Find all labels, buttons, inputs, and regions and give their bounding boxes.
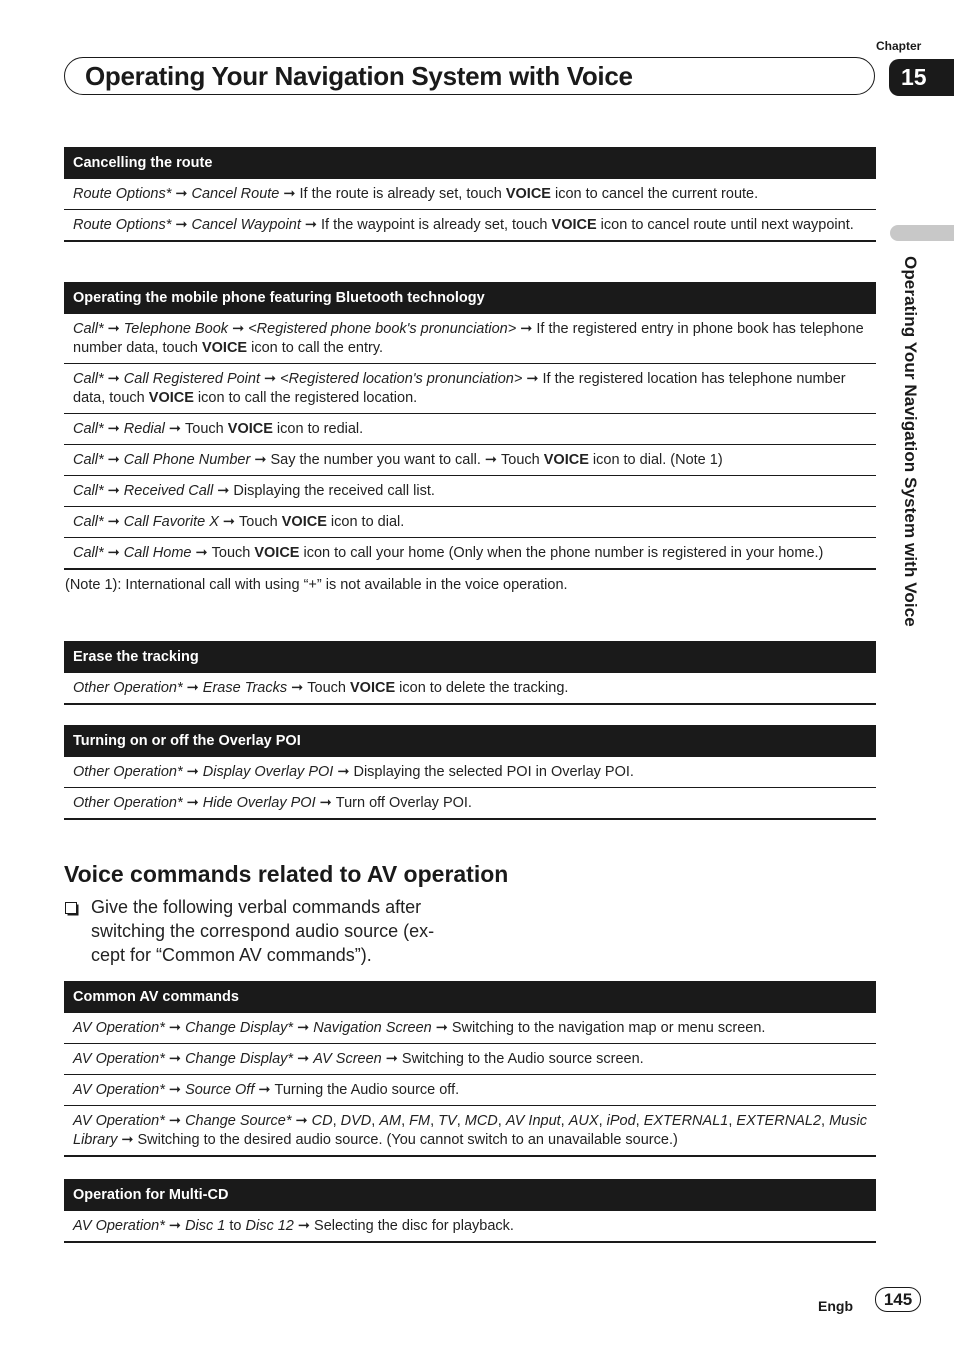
checkbox-bullet-icon — [65, 902, 77, 914]
arrow-icon: ➞ — [217, 483, 230, 499]
arrow-icon: ➞ — [297, 1051, 310, 1067]
command-term: Music Library — [73, 1113, 867, 1148]
command-term: Hide Overlay POI — [202, 795, 316, 811]
command-term: Call* — [73, 545, 104, 561]
arrow-icon: ➞ — [107, 452, 120, 468]
description-text: icon to cancel route until next waypoint. — [596, 217, 854, 233]
description-text: Touch — [501, 452, 544, 468]
description-text: If the waypoint is already set, touch — [321, 217, 552, 233]
description-text: icon to dial. (Note 1) — [588, 452, 723, 468]
voice-keyword: VOICE — [148, 390, 194, 406]
arrow-icon: ➞ — [304, 217, 318, 233]
command-term: Call* — [73, 371, 104, 387]
description-text: Turn off Overlay POI. — [335, 795, 472, 811]
command-term: Cancel Waypoint — [191, 217, 301, 233]
command-term: DVD — [340, 1113, 372, 1129]
command-term: AV Operation* — [73, 1051, 165, 1067]
arrow-icon: ➞ — [297, 1218, 311, 1234]
command-term: Call Phone Number — [123, 452, 251, 468]
command-term: Redial — [123, 421, 165, 437]
arrow-icon: ➞ — [297, 1020, 310, 1036]
command-term: EXTERNAL2 — [736, 1113, 822, 1129]
command-term: Call* — [73, 421, 104, 437]
table-mobile-phone — [64, 282, 876, 593]
arrow-icon: ➞ — [520, 321, 533, 337]
table-common-av — [64, 981, 876, 1157]
arrow-icon: ➞ — [168, 1082, 182, 1098]
table-row — [64, 1075, 876, 1106]
command-term: Other Operation* — [73, 680, 183, 696]
table-row — [64, 179, 876, 210]
description-text: Touch — [239, 514, 282, 530]
side-tab-marker — [890, 225, 954, 241]
arrow-icon: ➞ — [168, 1051, 182, 1067]
description-text: If the route is already set, touch — [299, 186, 506, 202]
chapter-label: Chapter — [876, 39, 922, 53]
arrow-icon: ➞ — [222, 514, 236, 530]
table-row — [64, 757, 876, 788]
command-term: Telephone Book — [123, 321, 229, 337]
description-text: Switching to the desired audio source. (You cannot switch to an unavailable source.) — [137, 1132, 678, 1148]
arrow-icon: ➞ — [254, 452, 267, 468]
arrow-icon: ➞ — [337, 764, 350, 780]
command-term: CD — [311, 1113, 333, 1129]
table-note: (Note 1): International call with using “+” is not available in the voice operation. — [65, 577, 568, 593]
description-text: Touch — [211, 545, 255, 561]
arrow-icon: ➞ — [175, 217, 188, 233]
description-text: icon to cancel the current route. — [550, 186, 759, 202]
description-text: Say the number you want to call. — [270, 452, 481, 468]
command-term: Erase Tracks — [202, 680, 288, 696]
command-term: Call Registered Point — [123, 371, 260, 387]
voice-keyword: VOICE — [551, 217, 597, 233]
bullet-item — [64, 895, 876, 967]
description-text: to — [225, 1218, 246, 1234]
table-row — [64, 1106, 876, 1157]
description-text: icon to delete the tracking. — [395, 680, 569, 696]
command-term: Cancel Route — [191, 186, 280, 202]
table-row — [64, 476, 876, 507]
table-row — [64, 445, 876, 476]
table-header: Common AV commands — [64, 981, 876, 1013]
command-term: Received Call — [123, 483, 214, 499]
description-text: , — [332, 1113, 341, 1129]
table-row — [64, 507, 876, 538]
arrow-icon: ➞ — [385, 1051, 398, 1067]
description-text: Displaying the selected POI in Overlay POI. — [353, 764, 634, 780]
description-text: icon to call the registered location. — [193, 390, 418, 406]
page-title: Operating Your Navigation System with Voice — [64, 57, 875, 95]
command-term: Change Source* — [185, 1113, 292, 1129]
description-text: Touch — [307, 680, 351, 696]
table-body — [64, 179, 876, 242]
arrow-icon: ➞ — [107, 321, 120, 337]
arrow-icon: ➞ — [107, 514, 120, 530]
command-term: Display Overlay POI — [202, 764, 334, 780]
command-term: Call Home — [123, 545, 192, 561]
table-row — [64, 314, 876, 364]
arrow-icon: ➞ — [186, 795, 199, 811]
description-text: If the registered entry in phone book has telephone number data, touch — [73, 321, 864, 356]
command-term: Route Options* — [73, 217, 172, 233]
arrow-icon: ➞ — [107, 545, 120, 561]
table-body — [64, 1013, 876, 1157]
chapter-number-badge: 15 — [889, 59, 954, 96]
description-text: Switching to the Audio source screen. — [401, 1051, 644, 1067]
command-term: AV Operation* — [73, 1218, 165, 1234]
description-text: , — [497, 1113, 506, 1129]
table-body — [64, 673, 876, 705]
table-overlay-poi — [64, 725, 876, 820]
command-term: Change Display* — [185, 1051, 294, 1067]
command-term: Call* — [73, 452, 104, 468]
table-row — [64, 788, 876, 820]
table-row — [64, 210, 876, 242]
side-chapter-title: Operating Your Navigation System with Voice — [901, 256, 920, 627]
table-erase-tracking — [64, 641, 876, 705]
footer-language: Engb — [818, 1298, 853, 1314]
description-text: , — [598, 1113, 607, 1129]
command-term: Navigation Screen — [313, 1020, 432, 1036]
command-term: AV Input — [505, 1113, 561, 1129]
arrow-icon: ➞ — [186, 680, 199, 696]
table-header: Turning on or off the Overlay POI — [64, 725, 876, 757]
command-term: Call Favorite X — [123, 514, 219, 530]
command-term: TV — [438, 1113, 457, 1129]
table-row — [64, 538, 876, 570]
arrow-icon: ➞ — [107, 483, 120, 499]
table-row — [64, 1044, 876, 1075]
command-term: iPod — [606, 1113, 636, 1129]
command-term: Change Display* — [185, 1020, 294, 1036]
voice-keyword: VOICE — [227, 421, 273, 437]
description-text: , — [430, 1113, 439, 1129]
arrow-icon: ➞ — [121, 1132, 134, 1148]
table-header: Erase the tracking — [64, 641, 876, 673]
description-text: , — [401, 1113, 410, 1129]
arrow-icon: ➞ — [168, 1218, 182, 1234]
table-header: Operating the mobile phone featuring Bluetooth technology — [64, 282, 876, 314]
table-body — [64, 1211, 876, 1243]
command-term: Call* — [73, 321, 104, 337]
command-term: Disc 12 — [245, 1218, 294, 1234]
description-text: , — [456, 1113, 465, 1129]
command-term: Other Operation* — [73, 764, 183, 780]
description-text: icon to call your home (Only when the phone number is registered in your home.) — [299, 545, 824, 561]
voice-keyword: VOICE — [505, 186, 551, 202]
arrow-icon: ➞ — [283, 186, 296, 202]
arrow-icon: ➞ — [186, 764, 199, 780]
voice-keyword: VOICE — [254, 545, 300, 561]
command-term: AV Operation* — [73, 1082, 165, 1098]
description-text: , — [728, 1113, 737, 1129]
arrow-icon: ➞ — [319, 795, 332, 811]
description-text: , — [560, 1113, 569, 1129]
description-text: icon to call the entry. — [247, 340, 384, 356]
arrow-icon: ➞ — [195, 545, 208, 561]
arrow-icon: ➞ — [168, 1113, 182, 1129]
description-text: Selecting the disc for playback. — [314, 1218, 514, 1234]
table-body — [64, 757, 876, 820]
command-term: <Registered location's pronunciation> — [280, 371, 523, 387]
arrow-icon: ➞ — [295, 1113, 308, 1129]
voice-keyword: VOICE — [281, 514, 327, 530]
command-term: Route Options* — [73, 186, 172, 202]
av-section — [64, 861, 876, 967]
description-text: Touch — [185, 421, 228, 437]
description-text: icon to redial. — [272, 421, 364, 437]
table-row — [64, 364, 876, 414]
command-term: Other Operation* — [73, 795, 183, 811]
command-term: AM — [379, 1113, 402, 1129]
arrow-icon: ➞ — [168, 1020, 182, 1036]
table-header: Operation for Multi-CD — [64, 1179, 876, 1211]
command-term: MCD — [464, 1113, 498, 1129]
description-text: , — [821, 1113, 830, 1129]
table-header: Cancelling the route — [64, 147, 876, 179]
description-text: Turning the Audio source off. — [274, 1082, 460, 1098]
command-term: AV Screen — [313, 1051, 382, 1067]
command-term: Disc 1 — [185, 1218, 226, 1234]
table-row — [64, 1013, 876, 1044]
arrow-icon: ➞ — [291, 680, 304, 696]
command-term: <Registered phone book's pronunciation> — [248, 321, 517, 337]
table-row — [64, 1211, 876, 1243]
command-term: AUX — [568, 1113, 599, 1129]
command-term: Source Off — [185, 1082, 255, 1098]
table-row — [64, 673, 876, 705]
arrow-icon: ➞ — [435, 1020, 448, 1036]
command-term: FM — [409, 1113, 431, 1129]
arrow-icon: ➞ — [107, 371, 120, 387]
command-term: Call* — [73, 514, 104, 530]
table-body — [64, 314, 876, 570]
arrow-icon: ➞ — [484, 452, 498, 468]
arrow-icon: ➞ — [232, 321, 245, 337]
table-multi-cd — [64, 1179, 876, 1243]
arrow-icon: ➞ — [258, 1082, 271, 1098]
arrow-icon: ➞ — [168, 421, 182, 437]
voice-keyword: VOICE — [350, 680, 396, 696]
command-term: EXTERNAL1 — [643, 1113, 729, 1129]
arrow-icon: ➞ — [526, 371, 539, 387]
table-cancelling-route — [64, 147, 876, 242]
description-text: If the registered location has telephone number data, touch — [73, 371, 846, 406]
command-term: AV Operation* — [73, 1113, 165, 1129]
description-text: , — [635, 1113, 644, 1129]
footer-page-number: 145 — [875, 1287, 921, 1312]
table-row — [64, 414, 876, 445]
command-term: Call* — [73, 483, 104, 499]
section-heading: Voice commands related to AV operation — [64, 861, 509, 887]
description-text: Switching to the navigation map or menu screen. — [451, 1020, 766, 1036]
arrow-icon: ➞ — [175, 186, 188, 202]
description-text: , — [371, 1113, 380, 1129]
arrow-icon: ➞ — [264, 371, 277, 387]
bullet-text: Give the following verbal commands after switching the correspond audio source (ex-cept for “Common AV commands”). — [91, 897, 435, 965]
voice-keyword: VOICE — [201, 340, 248, 356]
arrow-icon: ➞ — [107, 421, 120, 437]
description-text: icon to dial. — [326, 514, 405, 530]
command-term: AV Operation* — [73, 1020, 165, 1036]
description-text: Displaying the received call list. — [233, 483, 435, 499]
voice-keyword: VOICE — [543, 452, 589, 468]
